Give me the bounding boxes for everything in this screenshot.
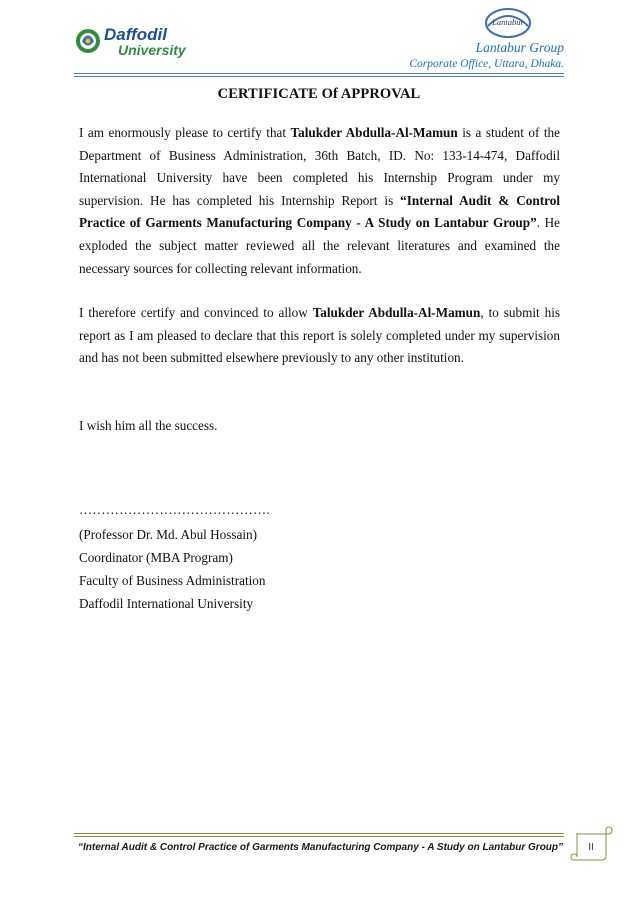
lantabur-logo [482,4,534,42]
approval-paragraph [79,302,560,370]
signatory-name: (Professor Dr. Md. Abul Hossain) [79,527,258,542]
signatory-university: Daffodil International University [79,596,254,611]
certificate-title: CERTIFICATE Of APPROVAL [217,86,421,102]
signature-line: ……………………………………. [79,502,270,517]
office-address: Corporate Office, Uttara, Dhaka. [409,58,564,70]
company-name: Lantabur Group [475,40,564,55]
logo-word-university: University [118,42,186,58]
wish-line: I wish him all the success. [79,418,218,433]
header-divider-2 [74,76,564,77]
footer-report-title: “Internal Audit & Control Practice of Garments Manufacturing Company - A Study on Lantabur Group” [78,842,564,853]
para1-text-3: . He exploded the subject matter reviewed all the relevant literatures and examined the necessary sources for collecting relevant information. [79,215,560,276]
signatory-faculty: Faculty of Business Administration [79,573,266,588]
para2-text-1: I therefore certify and convinced to allow [79,305,313,320]
logo-word-daffodil: Daffodil [104,25,167,44]
lantabur-logo-graphic [482,4,534,42]
page-number: II [588,842,594,853]
footer-divider [74,833,564,834]
signatory-title: Coordinator (MBA Program) [79,550,233,565]
report-title: “Internal Audit & Control Practice of Garments Manufacturing Company - A Study on Lantabur Group” [79,192,560,231]
para1-text-1: I am enormously please to certify that [79,125,291,140]
daffodil-university-logo [74,20,208,62]
para1-text-2: is a student of the Department of Business Administration, 36th Batch, ID. No: 133-14-474, Daffodil International University have been completed his Internship Program under my supervision. He has completed his Internship Report is [79,125,560,208]
footer-divider-2 [74,836,564,837]
lantabur-logo-word: Lantabur [492,17,524,27]
header-divider [74,73,564,74]
para2-text-2: , to submit his report as I am pleased to declare that this report is solely completed under my supervision and has not been submitted elsewhere previously to any other institution. [79,305,560,366]
student-name: Talukder Abdulla-Al-Mamun [290,125,458,140]
daffodil-logo-graphic [74,20,208,62]
student-name-2: Talukder Abdulla-Al-Mamun [312,305,481,320]
certification-paragraph [79,122,560,280]
